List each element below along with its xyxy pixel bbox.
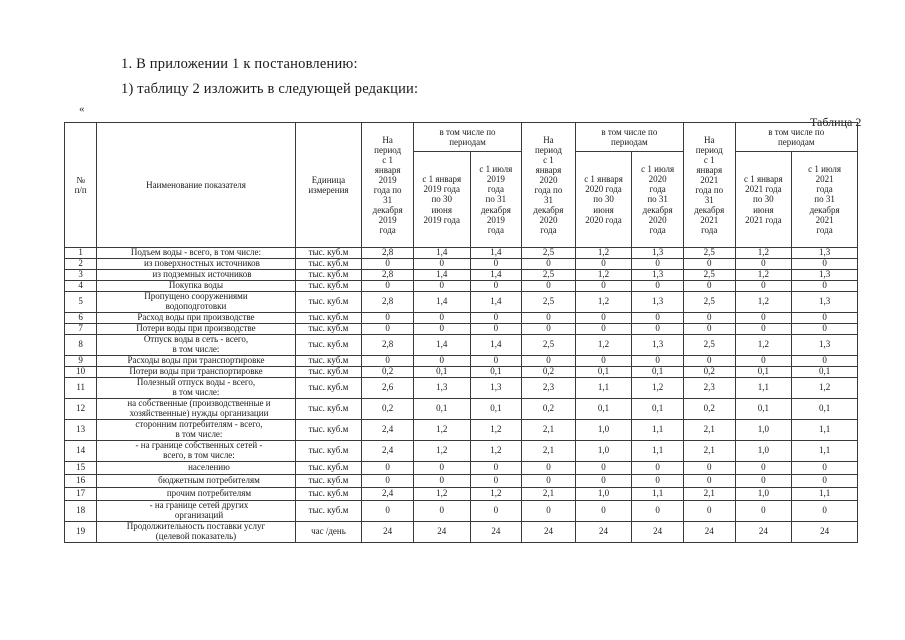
row-value: 0 — [632, 281, 684, 292]
row-unit: тыс. куб.м — [295, 324, 362, 335]
row-unit: тыс. куб.м — [295, 501, 362, 522]
row-value: 0 — [735, 475, 792, 488]
row-value: 1,2 — [735, 292, 792, 313]
row-value: 0,1 — [735, 399, 792, 420]
row-name: Покупка воды — [97, 281, 295, 292]
row-value: 0 — [413, 501, 470, 522]
row-value: 0,1 — [413, 367, 470, 378]
header-num: № п/п — [65, 123, 97, 248]
row-value: 1,2 — [735, 335, 792, 356]
row-name: на собственные (производственные и хозяйственные) нужды организации — [97, 399, 295, 420]
row-value: 0 — [735, 324, 792, 335]
row-value: 0 — [413, 313, 470, 324]
row-value: 2,1 — [522, 488, 576, 501]
row-value: 1,2 — [470, 488, 522, 501]
row-value: 1,4 — [413, 270, 470, 281]
row-value: 1,3 — [632, 270, 684, 281]
row-value: 1,0 — [575, 420, 632, 441]
row-value: 1,3 — [470, 378, 522, 399]
row-unit: тыс. куб.м — [295, 399, 362, 420]
row-value: 0 — [522, 356, 576, 367]
row-value: 2,5 — [522, 292, 576, 313]
row-value: 2,1 — [683, 420, 735, 441]
row-value: 0,1 — [470, 399, 522, 420]
row-num: 9 — [65, 356, 97, 367]
row-value: 1,4 — [470, 292, 522, 313]
row-value: 1,2 — [470, 420, 522, 441]
row-value: 1,4 — [413, 292, 470, 313]
row-name: - на границе собственных сетей - всего, в том числе: — [97, 441, 295, 462]
row-value: 24 — [470, 522, 522, 543]
row-value: 0 — [575, 475, 632, 488]
row-value: 1,4 — [470, 270, 522, 281]
row-value: 0 — [632, 259, 684, 270]
row-value: 24 — [575, 522, 632, 543]
row-value: 1,4 — [470, 248, 522, 259]
opening-quote: « — [79, 103, 85, 115]
row-value: 0 — [470, 259, 522, 270]
row-num: 4 — [65, 281, 97, 292]
header-period-2021: На период с 1 января 2021 года по 31 декабря 2021 года — [683, 123, 735, 248]
row-value: 0 — [362, 259, 414, 270]
row-name: Полезный отпуск воды - всего, в том числе: — [97, 378, 295, 399]
row-value: 1,4 — [413, 248, 470, 259]
row-unit: тыс. куб.м — [295, 335, 362, 356]
row-value: 0 — [470, 324, 522, 335]
row-value: 0 — [362, 324, 414, 335]
row-value: 0 — [792, 313, 858, 324]
row-num: 18 — [65, 501, 97, 522]
table-row — [65, 248, 858, 259]
table-row — [65, 522, 858, 543]
row-value: 2,8 — [362, 292, 414, 313]
row-value: 0 — [632, 313, 684, 324]
row-value: 0,1 — [632, 399, 684, 420]
intro-line-1: 1. В приложении 1 к постановлению: — [121, 56, 358, 72]
row-num: 19 — [65, 522, 97, 543]
row-value: 0,1 — [575, 367, 632, 378]
table-row — [65, 313, 858, 324]
row-value: 0 — [413, 462, 470, 475]
table-row — [65, 335, 858, 356]
row-value: 0 — [683, 324, 735, 335]
row-value: 0 — [575, 324, 632, 335]
row-value: 0 — [362, 281, 414, 292]
row-value: 1,0 — [735, 420, 792, 441]
row-value: 0 — [792, 356, 858, 367]
table-header — [65, 123, 858, 248]
row-num: 7 — [65, 324, 97, 335]
row-value: 0 — [735, 281, 792, 292]
row-value: 1,3 — [792, 335, 858, 356]
row-unit: тыс. куб.м — [295, 356, 362, 367]
row-value: 0 — [683, 501, 735, 522]
row-value: 0 — [413, 475, 470, 488]
row-value: 1,4 — [413, 335, 470, 356]
table-row — [65, 462, 858, 475]
row-value: 2,1 — [522, 420, 576, 441]
row-value: 2,1 — [683, 441, 735, 462]
table-row — [65, 281, 858, 292]
table-row — [65, 378, 858, 399]
row-value: 2,6 — [362, 378, 414, 399]
header-h1-2020: с 1 января 2020 года по 30 июня 2020 года — [575, 152, 632, 248]
row-num: 12 — [65, 399, 97, 420]
row-value: 2,5 — [522, 270, 576, 281]
row-value: 1,2 — [792, 378, 858, 399]
row-name: прочим потребителям — [97, 488, 295, 501]
indicators-table — [64, 122, 858, 543]
row-value: 0 — [470, 462, 522, 475]
row-value: 1,0 — [575, 488, 632, 501]
row-num: 8 — [65, 335, 97, 356]
header-name: Наименование показателя — [97, 123, 295, 248]
row-value: 0 — [575, 501, 632, 522]
row-value: 0,2 — [522, 367, 576, 378]
row-value: 2,8 — [362, 270, 414, 281]
row-value: 0 — [792, 324, 858, 335]
row-value: 1,4 — [470, 335, 522, 356]
row-value: 0 — [470, 313, 522, 324]
row-value: 24 — [735, 522, 792, 543]
table-row — [65, 356, 858, 367]
row-value: 2,4 — [362, 420, 414, 441]
row-num: 10 — [65, 367, 97, 378]
row-value: 0,2 — [362, 367, 414, 378]
row-value: 2,5 — [683, 292, 735, 313]
header-period-2019: На период с 1 января 2019 года по 31 декабря 2019 года — [362, 123, 414, 248]
row-value: 2,1 — [522, 441, 576, 462]
row-value: 0 — [362, 313, 414, 324]
row-value: 2,5 — [522, 248, 576, 259]
row-value: 0,2 — [522, 399, 576, 420]
row-value: 2,1 — [683, 488, 735, 501]
row-value: 0,1 — [575, 399, 632, 420]
row-value: 24 — [632, 522, 684, 543]
row-value: 0 — [792, 462, 858, 475]
row-value: 0,2 — [683, 367, 735, 378]
row-value: 0 — [522, 324, 576, 335]
header-h1-2021: с 1 января 2021 года по 30 июня 2021 года — [735, 152, 792, 248]
table-row — [65, 259, 858, 270]
row-unit: тыс. куб.м — [295, 441, 362, 462]
row-value: 1,3 — [632, 292, 684, 313]
row-value: 1,1 — [632, 488, 684, 501]
row-value: 0 — [792, 281, 858, 292]
row-value: 0 — [575, 313, 632, 324]
row-value: 2,5 — [522, 335, 576, 356]
row-value: 0 — [735, 501, 792, 522]
row-value: 0 — [522, 475, 576, 488]
row-num: 14 — [65, 441, 97, 462]
row-value: 1,3 — [632, 248, 684, 259]
row-value: 1,3 — [792, 248, 858, 259]
row-num: 15 — [65, 462, 97, 475]
row-unit: тыс. куб.м — [295, 259, 362, 270]
row-num: 11 — [65, 378, 97, 399]
table-row — [65, 270, 858, 281]
header-unit: Единица измерения — [295, 123, 362, 248]
header-including-2019: в том числе по периодам — [413, 123, 521, 152]
row-value: 0 — [575, 462, 632, 475]
row-num: 6 — [65, 313, 97, 324]
table-row — [65, 420, 858, 441]
row-value: 0 — [792, 475, 858, 488]
row-value: 0,1 — [792, 367, 858, 378]
row-value: 24 — [522, 522, 576, 543]
row-name: Расходы воды при транспортировке — [97, 356, 295, 367]
row-value: 2,5 — [683, 248, 735, 259]
row-value: 1,1 — [792, 488, 858, 501]
row-name: из поверхностных источников — [97, 259, 295, 270]
table-row — [65, 501, 858, 522]
row-value: 0,1 — [735, 367, 792, 378]
row-value: 1,2 — [735, 248, 792, 259]
row-value: 2,3 — [522, 378, 576, 399]
row-value: 2,5 — [683, 335, 735, 356]
row-unit: тыс. куб.м — [295, 462, 362, 475]
row-unit: час /день — [295, 522, 362, 543]
row-value: 0 — [683, 356, 735, 367]
row-value: 1,2 — [575, 335, 632, 356]
row-value: 0 — [522, 259, 576, 270]
row-name: населению — [97, 462, 295, 475]
row-value: 0 — [522, 313, 576, 324]
row-value: 24 — [792, 522, 858, 543]
table-row — [65, 475, 858, 488]
row-name: Расход воды при производстве — [97, 313, 295, 324]
row-value: 0 — [632, 475, 684, 488]
row-value: 0 — [470, 475, 522, 488]
row-value: 0 — [470, 501, 522, 522]
row-value: 0 — [522, 501, 576, 522]
table-caption: Таблица 2 — [810, 115, 862, 129]
row-value: 0 — [735, 313, 792, 324]
header-h2-2021: с 1 июля 2021 года по 31 декабря 2021 года — [792, 152, 858, 248]
table-body — [65, 248, 858, 543]
row-value: 0 — [683, 281, 735, 292]
row-value: 0 — [792, 501, 858, 522]
row-value: 1,2 — [413, 488, 470, 501]
row-num: 17 — [65, 488, 97, 501]
row-num: 2 — [65, 259, 97, 270]
row-value: 1,2 — [632, 378, 684, 399]
row-value: 24 — [683, 522, 735, 543]
row-value: 2,4 — [362, 488, 414, 501]
row-value: 0 — [522, 281, 576, 292]
row-value: 1,2 — [575, 270, 632, 281]
row-unit: тыс. куб.м — [295, 248, 362, 259]
row-name: бюджетным потребителям — [97, 475, 295, 488]
row-value: 1,0 — [575, 441, 632, 462]
row-value: 1,1 — [792, 441, 858, 462]
row-name: Пропущено сооружениями водоподготовки — [97, 292, 295, 313]
row-value: 0 — [362, 501, 414, 522]
row-value: 0 — [362, 475, 414, 488]
row-value: 1,2 — [735, 270, 792, 281]
row-name: сторонним потребителям - всего, в том числе: — [97, 420, 295, 441]
table-row — [65, 399, 858, 420]
row-value: 0 — [632, 462, 684, 475]
row-unit: тыс. куб.м — [295, 488, 362, 501]
row-value: 0 — [413, 324, 470, 335]
row-value: 2,8 — [362, 248, 414, 259]
row-name: - на границе сетей других организаций — [97, 501, 295, 522]
table-row — [65, 367, 858, 378]
row-unit: тыс. куб.м — [295, 420, 362, 441]
row-value: 1,1 — [632, 441, 684, 462]
row-num: 13 — [65, 420, 97, 441]
row-value: 0 — [632, 501, 684, 522]
row-unit: тыс. куб.м — [295, 281, 362, 292]
row-value: 1,2 — [413, 441, 470, 462]
row-value: 0 — [413, 259, 470, 270]
row-unit: тыс. куб.м — [295, 378, 362, 399]
row-value: 1,1 — [792, 420, 858, 441]
row-name: из подземных источников — [97, 270, 295, 281]
header-including-2021: в том числе по периодам — [735, 123, 857, 152]
table-row — [65, 441, 858, 462]
table-row — [65, 488, 858, 501]
row-name: Продолжительность поставки услуг (целевой показатель) — [97, 522, 295, 543]
row-value: 0 — [735, 259, 792, 270]
row-num: 1 — [65, 248, 97, 259]
row-value: 0 — [575, 281, 632, 292]
row-value: 2,5 — [683, 270, 735, 281]
row-num: 16 — [65, 475, 97, 488]
row-value: 0,1 — [632, 367, 684, 378]
row-value: 0,2 — [362, 399, 414, 420]
row-value: 1,1 — [735, 378, 792, 399]
row-value: 1,1 — [575, 378, 632, 399]
header-h1-2019: с 1 января 2019 года по 30 июня 2019 года — [413, 152, 470, 248]
row-value: 1,2 — [575, 292, 632, 313]
row-value: 0 — [683, 313, 735, 324]
header-including-2020: в том числе по периодам — [575, 123, 683, 152]
row-value: 0,1 — [413, 399, 470, 420]
row-value: 0 — [683, 259, 735, 270]
row-unit: тыс. куб.м — [295, 313, 362, 324]
row-name: Потери воды при транспортировке — [97, 367, 295, 378]
row-value: 1,2 — [470, 441, 522, 462]
row-value: 0 — [575, 259, 632, 270]
row-value: 24 — [362, 522, 414, 543]
row-value: 0 — [362, 462, 414, 475]
row-value: 0 — [683, 475, 735, 488]
row-unit: тыс. куб.м — [295, 292, 362, 313]
row-value: 24 — [413, 522, 470, 543]
row-value: 0 — [735, 356, 792, 367]
row-name: Подъем воды - всего, в том числе: — [97, 248, 295, 259]
row-value: 2,8 — [362, 335, 414, 356]
row-value: 1,2 — [413, 420, 470, 441]
table-row — [65, 324, 858, 335]
row-value: 1,3 — [792, 270, 858, 281]
row-value: 0 — [632, 324, 684, 335]
row-value: 0 — [792, 259, 858, 270]
row-value: 0 — [413, 281, 470, 292]
row-value: 1,2 — [575, 248, 632, 259]
row-value: 0 — [575, 356, 632, 367]
row-value: 0 — [522, 462, 576, 475]
row-unit: тыс. куб.м — [295, 367, 362, 378]
row-value: 0,1 — [470, 367, 522, 378]
table-row — [65, 292, 858, 313]
row-unit: тыс. куб.м — [295, 475, 362, 488]
row-value: 0 — [470, 281, 522, 292]
row-value: 0 — [735, 462, 792, 475]
row-num: 5 — [65, 292, 97, 313]
row-value: 0 — [470, 356, 522, 367]
row-value: 0,1 — [792, 399, 858, 420]
row-name: Потери воды при производстве — [97, 324, 295, 335]
row-value: 2,4 — [362, 441, 414, 462]
row-value: 0 — [413, 356, 470, 367]
row-value: 2,3 — [683, 378, 735, 399]
header-h2-2020: с 1 июля 2020 года по 31 декабря 2020 года — [632, 152, 684, 248]
row-unit: тыс. куб.м — [295, 270, 362, 281]
row-value: 1,0 — [735, 441, 792, 462]
row-value: 0,2 — [683, 399, 735, 420]
row-value: 0 — [632, 356, 684, 367]
row-value: 1,3 — [632, 335, 684, 356]
row-name: Отпуск воды в сеть - всего, в том числе: — [97, 335, 295, 356]
header-period-2020: На период с 1 января 2020 года по 31 декабря 2020 года — [522, 123, 576, 248]
row-value: 1,1 — [632, 420, 684, 441]
intro-line-2: 1) таблицу 2 изложить в следующей редакции: — [121, 81, 419, 97]
row-value: 0 — [683, 462, 735, 475]
row-value: 1,0 — [735, 488, 792, 501]
row-value: 0 — [362, 356, 414, 367]
row-num: 3 — [65, 270, 97, 281]
row-value: 1,3 — [413, 378, 470, 399]
row-value: 1,3 — [792, 292, 858, 313]
header-h2-2019: с 1 июля 2019 года по 31 декабря 2019 года — [470, 152, 522, 248]
